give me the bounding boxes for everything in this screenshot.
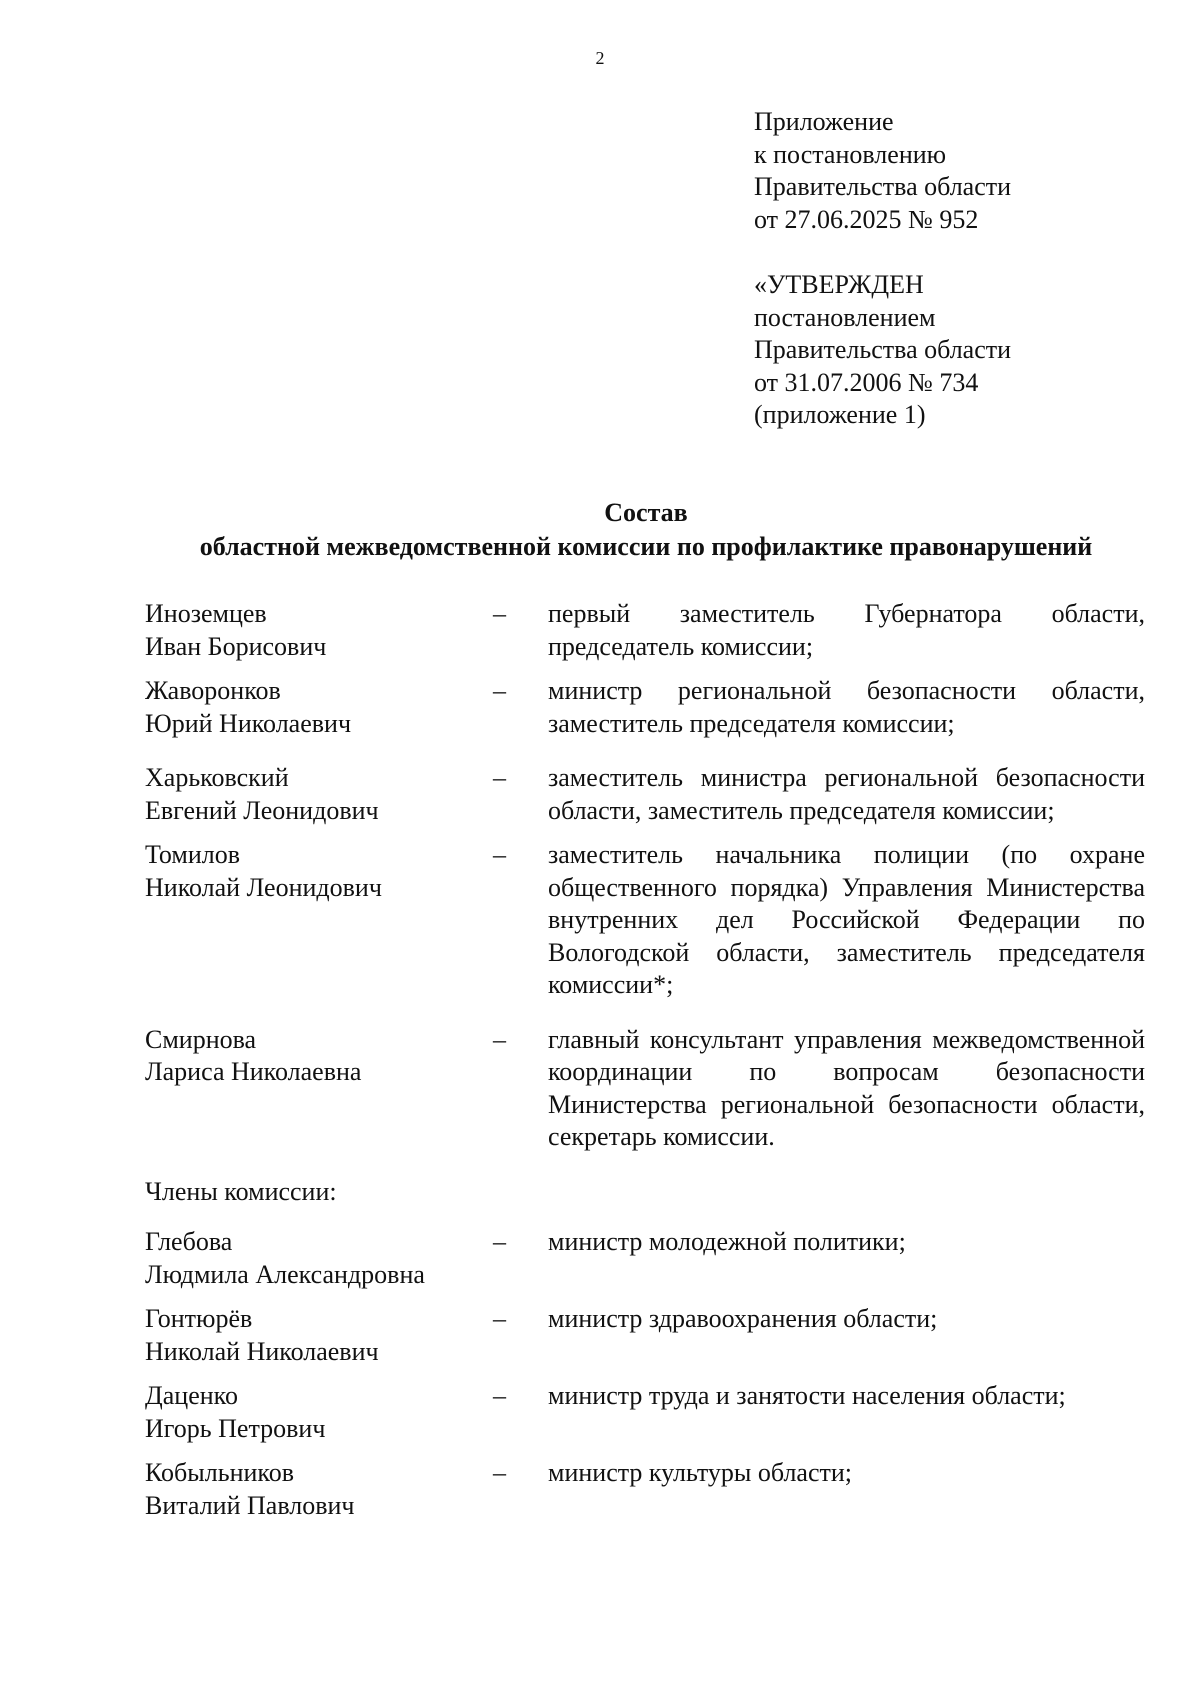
member-row	[145, 839, 1145, 1002]
member-surname: Томилов	[145, 840, 241, 869]
member-name	[145, 598, 490, 663]
member-role: министр здравоохранения области;	[548, 1304, 938, 1333]
member-row	[145, 762, 1145, 827]
member-surname: Кобыльников	[145, 1458, 294, 1487]
member-surname: Смирнова	[145, 1024, 257, 1054]
member-given-name: Евгений Леонидович	[145, 795, 379, 825]
appendix-stamp	[754, 106, 1011, 236]
member-role: министр региональной безопасности области, заместитель председателя комиссии;	[548, 676, 1145, 738]
member-row	[145, 1226, 1145, 1291]
member-role: министр молодежной политики;	[548, 1227, 906, 1256]
member-name	[145, 1303, 490, 1368]
member-given-name: Юрий Николаевич	[145, 708, 352, 738]
member-given-name: Николай Леонидович	[145, 872, 382, 902]
member-row	[145, 675, 1145, 740]
dash-separator: –	[493, 1304, 506, 1333]
approval-stamp-line: от 31.07.2006 № 734	[754, 367, 979, 397]
member-surname: Гонтюрёв	[145, 1304, 253, 1333]
document-title	[0, 496, 1200, 564]
dash-separator: –	[493, 1024, 506, 1054]
appendix-stamp-line: Правительства области	[754, 172, 1012, 201]
member-row	[145, 1303, 1145, 1368]
title-line: Состав	[604, 498, 688, 527]
commission-composition	[145, 598, 1145, 1534]
member-name	[145, 1226, 490, 1291]
approval-stamp-line: Правительства области	[754, 335, 1012, 364]
dash-separator: –	[493, 599, 506, 628]
member-given-name: Людмила Александровна	[145, 1259, 425, 1289]
approval-stamp-line: (приложение 1)	[754, 400, 926, 429]
member-role: министр культуры области;	[548, 1458, 853, 1487]
page-number: 2	[595, 48, 605, 68]
dash-separator: –	[493, 763, 506, 792]
member-given-name: Лариса Николаевна	[145, 1057, 362, 1086]
member-surname: Харьковский	[145, 763, 289, 792]
title-subtitle-line: областной межведомственной комиссии по профилактике правонарушений	[199, 532, 1093, 561]
members-section-label: Члены комиссии:	[145, 1176, 337, 1206]
member-given-name: Виталий Павлович	[145, 1490, 355, 1520]
approval-stamp-line: постановлением	[754, 302, 936, 332]
dash-separator: –	[493, 1458, 506, 1487]
appendix-stamp-line: от 27.06.2025 № 952	[754, 204, 979, 234]
member-name	[145, 1380, 490, 1445]
member-name	[145, 675, 490, 740]
member-role: главный консультант управления межведомственной координации по вопросам безопасности Министерства региональной безопасности области, секретарь комиссии.	[548, 1024, 1145, 1151]
member-name	[145, 839, 490, 1002]
member-given-name: Игорь Петрович	[145, 1413, 326, 1443]
member-row	[145, 1457, 1145, 1522]
member-role: министр труда и занятости населения области;	[548, 1381, 1066, 1410]
member-row	[145, 598, 1145, 663]
appendix-stamp-line: Приложение	[754, 107, 894, 136]
member-row	[145, 1380, 1145, 1445]
dash-separator: –	[493, 840, 506, 869]
dash-separator: –	[493, 676, 506, 705]
approval-stamp-line: «УТВЕРЖДЕН	[754, 270, 924, 299]
member-name	[145, 762, 490, 827]
member-surname: Глебова	[145, 1227, 233, 1256]
member-surname: Жаворонков	[145, 676, 281, 705]
member-given-name: Иван Борисович	[145, 631, 327, 661]
member-surname: Иноземцев	[145, 599, 267, 628]
member-role: заместитель министра региональной безопасности области, заместитель председателя комиссии;	[548, 763, 1145, 825]
member-row	[145, 1024, 1145, 1154]
member-role: заместитель начальника полиции (по охране общественного порядка) Управления Министерства внутренних дел Российской Федерации по Вологодской области, заместитель председателя комиссии*;	[548, 840, 1145, 999]
approval-stamp	[754, 269, 1011, 432]
dash-separator: –	[493, 1227, 506, 1256]
member-name	[145, 1024, 490, 1154]
dash-separator: –	[493, 1381, 506, 1410]
member-given-name: Николай Николаевич	[145, 1336, 379, 1366]
appendix-stamp-line: к постановлению	[754, 139, 947, 169]
member-role: первый заместитель Губернатора области, председатель комиссии;	[548, 599, 1145, 661]
member-surname: Даценко	[145, 1381, 238, 1410]
member-name	[145, 1457, 490, 1522]
